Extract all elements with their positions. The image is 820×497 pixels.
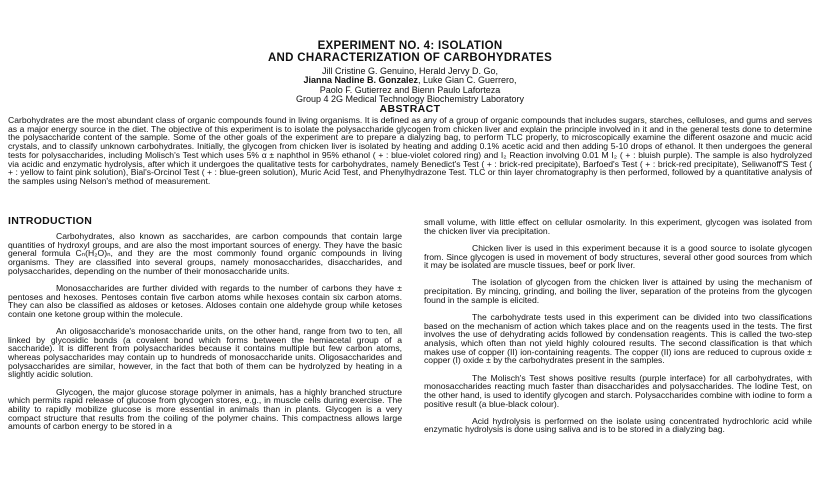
highlighted-author: Jianna Nadine B. Gonzalez bbox=[303, 75, 418, 86]
paragraph: The carbohydrate tests used in this experiment can be divided into two classifications based on the mechanism of action which takes place and on the reagents used in the tests. The first involves the use of dehydrating acids followed by condensation reagents. This is called the two-step analysis, which often than not yield highly coloured results. The second classification is that which makes use of copper (II) ion-containing reagents. The copper (II) ions are reduced to cuprous oxide ± copper (I) oxide ± by the carbohydrates present in the samples. bbox=[424, 312, 812, 366]
paper-title-line-2: AND CHARACTERIZATION OF CARBOHYDRATES bbox=[267, 52, 553, 64]
paper-title-line-1: EXPERIMENT NO. 4: ISOLATION bbox=[317, 40, 503, 52]
right-column bbox=[424, 218, 812, 443]
author-block bbox=[0, 67, 820, 105]
author-line-2-rest: , Luke Gian C. Guerrero, bbox=[417, 75, 517, 86]
paragraph: Carbohydrates, also known as saccharides, are carbon compounds that contain large quantities of hydroxyl groups, and are also the most important sources of energy. They have the basic general formula Cₙ(H₂O)ₙ, and they are the most commonly found organic compounds in living organisms. They are classified into several groups, namely monosaccharides, disaccharides, and polysaccharides, depending on the number of their monosaccharide units. bbox=[8, 231, 402, 276]
paragraph: The Molisch's Test shows positive results (purple interface) for all carbohydrates, with monosaccharides reacting much faster than disaccharides and polysaccharides. The Iodine Test, on the other hand, is used to identify glycogen and starch. Polysaccharides combine with iodine to form a positive result (a blue-black colour). bbox=[424, 372, 812, 409]
paragraph: The isolation of glycogen from the chicken liver is attained by using the mechanism of precipitation. By mincing, grinding, and boiling the liver, separation of the proteins from the glycogen found in the sample is elicited. bbox=[424, 277, 812, 305]
paragraph: Chicken liver is used in this experiment because it is a good source to isolate glycogen from. Since glycogen is used in movement of body structures, several other good sources from which it may be isolated are muscle tissues, beef or pork liver. bbox=[424, 242, 812, 271]
paragraph: Monosaccharides are further divided with regards to the number of carbons they have ± pentoses and hexoses. Pentoses contain five carbon atoms while hexoses contain six carbon atoms. They can also be classified as aldoses or ketoses. Aldoses contain one aldehyde group while ketoses contain one ketone group within the molecule. bbox=[8, 282, 402, 319]
paragraph: An oligosaccharide's monosaccharide units, on the other hand, range from two to ten, all linked by glycosidic bonds (a covalent bond which forms between the hemiacetal group of a saccharide). It is different from polysaccharides because it contains multiple but few carbon atoms, whereas polysaccharides may contain up to hundreds of monosaccharide units. Oligosaccharides and polysaccharides are similar, however, in the fact that both of them can be hydrolyzed by heating in a slightly acidic solution. bbox=[8, 326, 402, 380]
paragraph: Acid hydrolysis is performed on the isolate using concentrated hydrochloric acid while enzymatic hydrolysis is done using saliva and is to be stored in a dialyzing bag. bbox=[424, 415, 812, 435]
author-line-3: Paolo F. Gutierrez and Bienn Paulo Laforteza bbox=[319, 84, 501, 95]
introduction-heading: INTRODUCTION bbox=[8, 215, 93, 227]
abstract-text: Carbohydrates are the most abundant class of organic compounds found in living organisms. It is defined as any of a group of organic compounds that includes sugars, starches, celluloses, and gums and serves as a major energy source in the diet. The objective of this experiment is to isolate the polysaccharide glycogen from chicken liver and explain the principle involved in it and in the general tests done to determine the polysaccharide content of the sample. Some of the other goals of the experiment are to prepare a dialyzing bag, to perform TLC properly, to microscopically examine the different osazone and mucic acid crystals, and to classify unknown carbohydrates. Initially, the glycogen from chicken liver is isolated by heating and adding 0.1% acetic acid and then adding 5-10 drops of ethanol. It then undergoes the general tests for polysaccharides, including Molisch's Test which uses 5% α ± naphthol in 95% ethanol ( + : blue-violet colored ring) and I₂ Reaction involving 0.01 M I₂ ( + : bluish purple). The sample is also hydrolyzed via acidic and enzymatic hydrolysis, after which it undergoes the qualitative tests for carbohydrates, namely Benedict's Test ( + : brick-red precipitate), Barfoed's Test ( + : brick-red precipitate), Seliwanoff'S Test ( + : yellow to faint pink solution), Bial's-Orcinol Test ( + : blue-green solution), Muric Acid Test, and Phenylhydrazone Test. TLC or thin layer chromatography is then performed, followed by a quantitative analysis of the samples using Nelson's method of measurement. bbox=[8, 115, 812, 186]
paragraph: Glycogen, the major glucose storage polymer in animals, has a highly branched structure which permits rapid release of glucose from glycogen stores, e.g., in muscle cells during exercise. The ability to rapidly mobilize glucose is more essential in animals than in plants. Glycogen is a very compact structure that results from the coiling of the polymer chains. This compactness allows large amounts of carbon energy to be stored in a bbox=[8, 386, 402, 432]
abstract-heading: ABSTRACT bbox=[379, 103, 441, 115]
paragraph: small volume, with little effect on cellular osmolarity. In this experiment, glycogen was isolated from the chicken liver via precipitation. bbox=[424, 217, 812, 236]
author-line-1: Jill Cristine G. Genuino, Herald Jervy D. Go, bbox=[321, 66, 499, 76]
left-column bbox=[8, 232, 402, 440]
affiliation-line: Group 4 2G Medical Technology Biochemistry Laboratory bbox=[296, 94, 524, 105]
